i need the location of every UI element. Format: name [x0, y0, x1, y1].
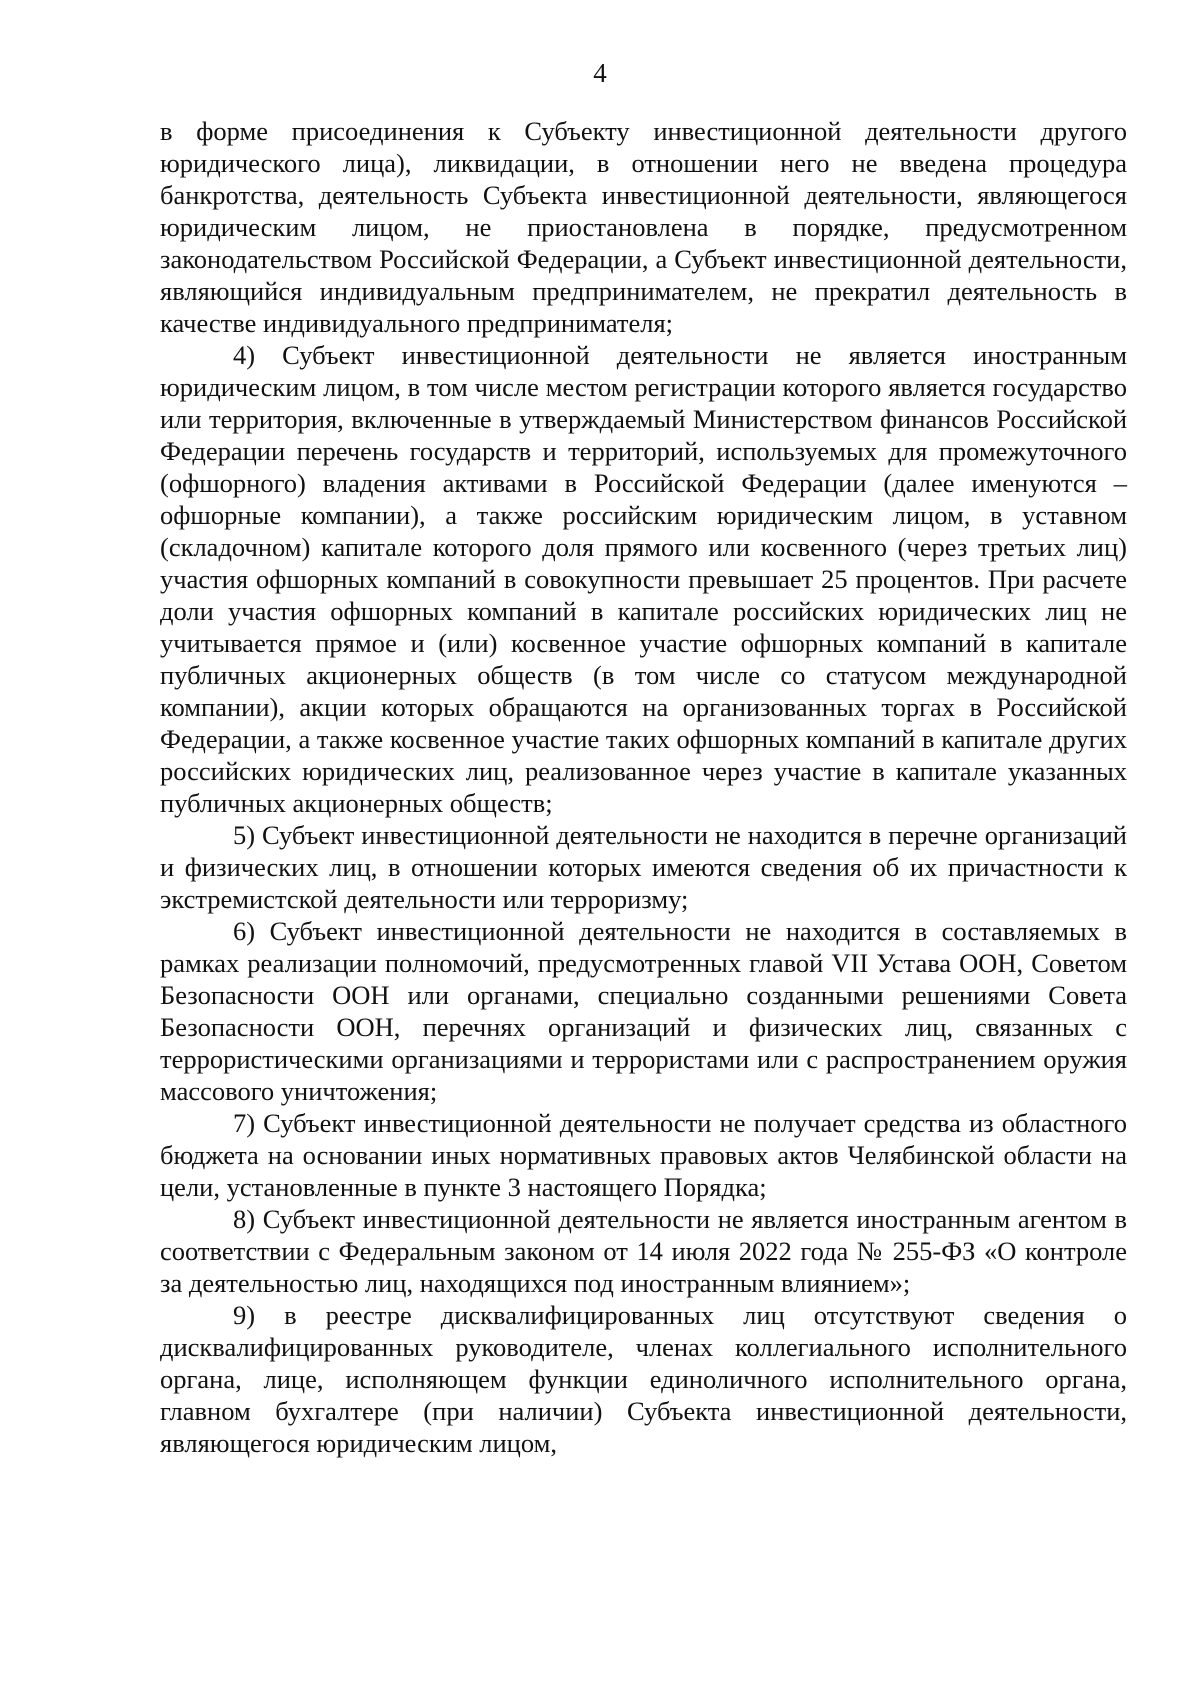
paragraph-item-5: 5) Субъект инвестиционной деятельности не находится в перечне организаций и физических лиц, в отношении которых имеются сведения об их причастности к экстремистской деятельности или терроризму; [160, 820, 1127, 914]
paragraph-item-4: 4) Субъект инвестиционной деятельности не является иностранным юридическим лицом, в том числе местом регистрации которого является государство или территория, включенные в утверждаемый Министерством финансов Российской Федерации перечень государств и территорий, используемых для промежуточного (офшорного) владения активами в Российской Федерации (далее именуются – офшорные компании), а также российским юридическим лицом, в уставном (складочном) капитале которого доля прямого или косвенного (через третьих лиц) участия офшорных компаний в совокупности превышает 25 процентов. При расчете доли участия офшорных компаний в капитале российских юридических лиц не учитывается прямое и (или) косвенное участие офшорных компаний в капитале публичных акционерных обществ (в том числе со статусом международной компании), акции которых обращаются на организованных торгах в Российской Федерации, а также косвенное участие таких офшорных компаний в капитале других российских юридических лиц, реализованное через участие в капитале указанных публичных акционерных обществ; [160, 340, 1127, 818]
paragraph-item-9: 9) в реестре дисквалифицированных лиц отсутствуют сведения о дисквалифицированных руководителе, членах коллегиального исполнительного органа, лице, исполняющем функции единоличного исполнительного органа, главном бухгалтере (при наличии) Субъекта инвестиционной деятельности, являющегося юридическим лицом, [160, 1300, 1127, 1458]
page-number: 4 [593, 58, 607, 88]
paragraph-item-7: 7) Субъект инвестиционной деятельности не получает средства из областного бюджета на основании иных нормативных правовых актов Челябинской области на цели, установленные в пункте 3 настоящего Порядка; [160, 1108, 1127, 1202]
paragraph-item-8: 8) Субъект инвестиционной деятельности не является иностранным агентом в соответствии с Федеральным законом от 14 июля 2022 года № 255-ФЗ «О контроле за деятельностью лиц, находящихся под иностранным влиянием»; [160, 1204, 1127, 1298]
paragraph-continuation: в форме присоединения к Субъекту инвестиционной деятельности другого юридического лица), ликвидации, в отношении него не введена процедура банкротства, деятельность Субъекта инвестиционной деятельности, являющегося юридическим лицом, не приостановлена в порядке, предусмотренном законодательством Российской Федерации, а Субъект инвестиционной деятельности, являющийся индивидуальным предпринимателем, не прекратил деятельность в качестве индивидуального предпринимателя; [160, 116, 1127, 338]
document-body [160, 115, 1127, 1459]
paragraph-item-6: 6) Субъект инвестиционной деятельности не находится в составляемых в рамках реализации полномочий, предусмотренных главой VII Устава ООН, Советом Безопасности ООН или органами, специально созданными решениями Совета Безопасности ООН, перечнях организаций и физических лиц, связанных с террористическими организациями и террористами или с распространением оружия массового уничтожения; [160, 916, 1127, 1106]
